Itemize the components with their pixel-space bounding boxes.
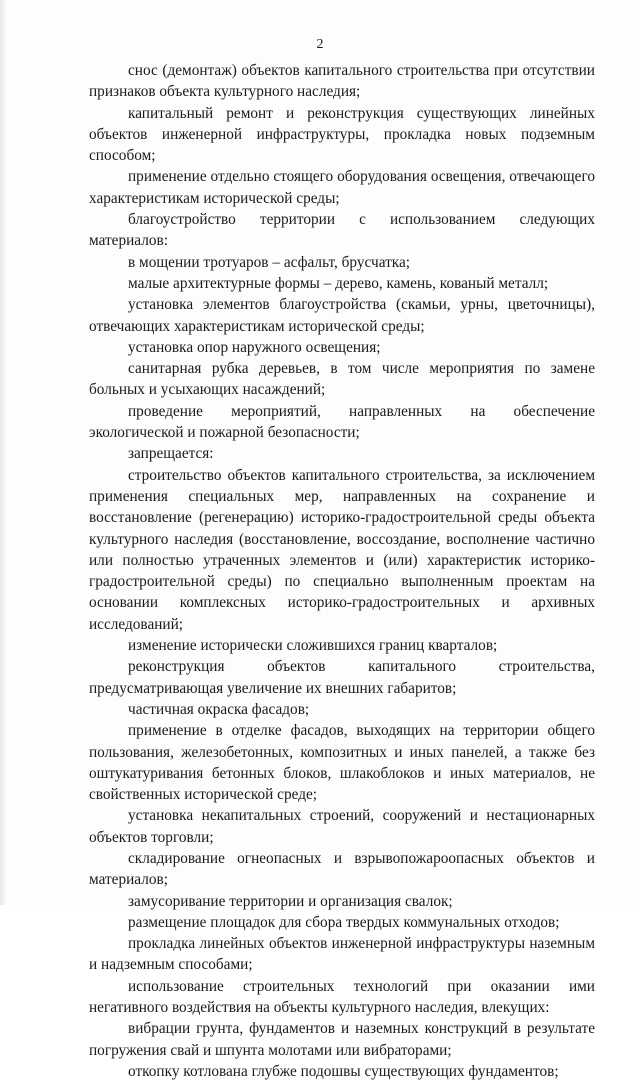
document-body <box>89 60 595 1082</box>
paragraph: замусоривание территории и организация свалок; <box>128 892 453 910</box>
paragraph: откопку котлована глубже подошвы существующих фундаментов; <box>128 1062 559 1080</box>
paragraph: малые архитектурные формы – дерево, камень, кованый металл; <box>128 274 549 292</box>
paragraph: строительство объектов капитального строительства, за исключением применения специальных мер, направленных на сохранение и восстановление (регенерацию) историко-градостроительной среды объекта культурного наследия (восстановление, воссоздание, восполнение частично или полностью утраченных элементов и (или) характеристик историко-градостроительной среды) по специально выполненным проектам на основании комплексных историко-градостроительных и архивных исследований; <box>89 466 595 633</box>
paragraph: благоустройство территории с использованием следующих материалов: <box>89 211 595 250</box>
paragraph: проведение мероприятий, направленных на обеспечение экологической и пожарной безопасности; <box>89 402 595 442</box>
paragraph: прокладка линейных объектов инженерной инфраструктуры наземным и надземным способами; <box>89 935 595 974</box>
page-edge-shadow <box>0 0 7 905</box>
paragraph: реконструкция объектов капитального строительства, предусматривающая увеличение их внешних габаритов; <box>89 658 595 697</box>
paragraph-heading: запрещается: <box>128 445 214 463</box>
paragraph: применение в отделке фасадов, выходящих на территории общего пользования, железобетонных, композитных и иных панелей, а также без оштукатуривания бетонных блоков, шлакоблоков и иных материалов, не свойственных исторической среде; <box>89 722 595 804</box>
paragraph: снос (демонтаж) объектов капитального строительства при отсутствии признаков объекта культурного наследия; <box>89 62 595 101</box>
paragraph: установка опор наружного освещения; <box>128 338 381 356</box>
paragraph: в мощении тротуаров – асфальт, брусчатка; <box>128 253 411 271</box>
page-number: 2 <box>316 37 324 52</box>
paragraph: установка некапитальных строений, сооружений и нестационарных объектов торговли; <box>89 807 595 846</box>
paragraph: использование строительных технологий при оказании ими негативного воздействия на объекты культурного наследия, влекущих: <box>89 977 595 1017</box>
paragraph: складирование огнеопасных и взрывопожароопасных объектов и материалов; <box>89 849 595 889</box>
paragraph: санитарная рубка деревьев, в том числе мероприятия по замене больных и усыхающих насаждений; <box>89 360 595 399</box>
paragraph: вибрации грунта, фундаментов и наземных конструкций в результате погружения свай и шпунта молотами или вибраторами; <box>89 1020 595 1059</box>
paragraph: капитальный ремонт и реконструкция существующих линейных объектов инженерной инфраструктуры, прокладка новых подземным способом; <box>89 104 595 165</box>
paragraph: размещение площадок для сбора твердых коммунальных отходов; <box>128 913 560 931</box>
paragraph: применение отдельно стоящего оборудования освещения, отвечающего характеристикам исторической среды; <box>89 168 595 207</box>
paragraph: изменение исторически сложившихся границ кварталов; <box>128 637 498 655</box>
paragraph: частичная окраска фасадов; <box>128 700 310 718</box>
paragraph: установка элементов благоустройства (скамьи, урны, цветочницы), отвечающих характеристикам исторической среды; <box>89 296 595 335</box>
